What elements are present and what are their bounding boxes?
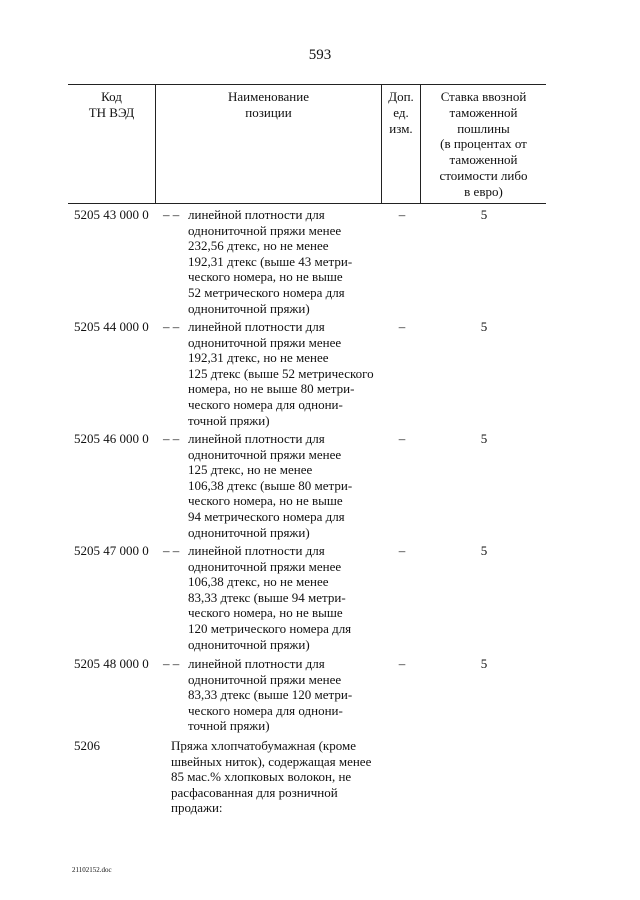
row-name: линейной плотности для однониточной пряжи менее 125 дтекс, но не менее 106,38 дтекс (выше 80 метри- ческого номера, но не выше 94 метрического номера для однониточной пряжи)	[188, 431, 353, 540]
row-rate: 5	[480, 319, 488, 334]
row-code: 5205 46 000 0	[74, 431, 149, 446]
row-rate: 5	[480, 543, 488, 558]
row-code: 5205 44 000 0	[74, 319, 149, 334]
footer-filename: 21102152.doc	[72, 866, 112, 874]
row-code: 5205 48 000 0	[74, 656, 149, 671]
row-dash: – –	[163, 207, 180, 222]
header-bottom-rule	[68, 203, 546, 204]
row-unit: –	[398, 656, 406, 671]
heading-name: Пряжа хлопчатобумажная (кроме швейных ниток), содержащая менее 85 мас.% хлопковых волокон, не расфасованная для розничной продажи:	[171, 738, 372, 816]
row-name: линейной плотности для однониточной пряжи менее 106,38 дтекс, но не менее 83,33 дтекс (выше 94 метри- ческого номера, но не выше 120 метрического номера для однониточной пряжи)	[188, 543, 352, 652]
row-dash: – –	[163, 543, 180, 558]
row-unit: –	[398, 207, 406, 222]
row-name: линейной плотности для однониточной пряжи менее 192,31 дтекс, но не менее 125 дтекс (выше 52 метрического номера, но не выше 80 метри- ческого номера для однони- точной пряжи)	[188, 319, 374, 428]
row-dash: – –	[163, 319, 180, 334]
row-rate: 5	[480, 431, 488, 446]
row-unit: –	[398, 431, 406, 446]
row-unit: –	[398, 543, 406, 558]
header-rate: Ставка ввозной таможенной пошлины (в процентах от таможенной стоимости либо в евро)	[439, 89, 528, 199]
row-rate: 5	[480, 207, 488, 222]
header-name: Наименование позиции	[228, 89, 309, 120]
row-unit: –	[398, 319, 406, 334]
header-unit: Доп. ед. изм.	[388, 89, 414, 136]
row-dash: – –	[163, 431, 180, 446]
row-name: линейной плотности для однониточной пряжи менее 83,33 дтекс (выше 120 метри- ческого номера для однони- точной пряжи)	[188, 656, 353, 734]
table-top-rule	[68, 84, 546, 85]
row-dash: – –	[163, 656, 180, 671]
row-rate: 5	[480, 656, 488, 671]
row-code: 5205 43 000 0	[74, 207, 149, 222]
row-name: линейной плотности для однониточной пряжи менее 232,56 дтекс, но не менее 192,31 дтекс (выше 43 метри- ческого номера, но не выше 52 метрического номера для однониточной пряжи)	[188, 207, 353, 316]
header-code: Код ТН ВЭД	[88, 89, 135, 120]
heading-code: 5206	[74, 738, 100, 753]
page-number: 593	[308, 47, 332, 63]
row-code: 5205 47 000 0	[74, 543, 149, 558]
